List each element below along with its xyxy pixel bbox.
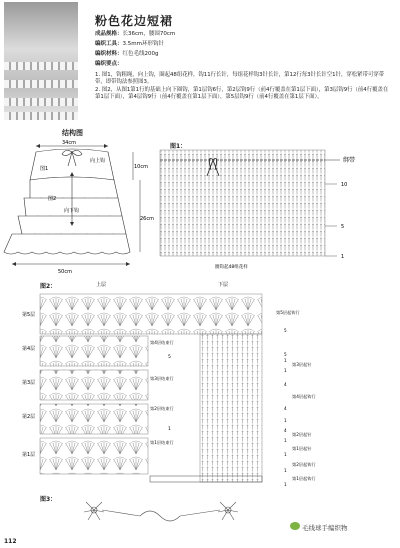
up-label: 向上钩 [90, 158, 106, 164]
right-label: 第2层起针 [292, 432, 312, 437]
tie-label: 绑带 [343, 157, 356, 164]
right-label: 1 [284, 452, 287, 457]
row-label: 10 [341, 182, 348, 188]
right-label: 1 [284, 468, 287, 473]
right-label: 1 [284, 482, 287, 487]
height1-label: 10cm [134, 164, 148, 170]
skirt-photo [4, 2, 78, 120]
end-note: 第1层结束行 [150, 440, 174, 445]
structure-diagram [0, 136, 160, 278]
lower-label: 下层 [218, 282, 229, 288]
fig2-title: 图2： [40, 283, 57, 290]
end-note: 第2层结束行 [150, 406, 174, 411]
row-label: 5 [341, 224, 345, 230]
instructions [95, 72, 391, 101]
fig1-caption: 圈钩起48组花样 [215, 265, 248, 270]
layer-label: 第4层 [22, 346, 36, 352]
step-1: 1. 图1，钩粗绳，向上钩，圈起48组花样，钩11行长针，每组花样钩3针长针，第12行每3针长针空1针，穿松紧带可穿带带，即带钩法参照图3。 [95, 72, 385, 86]
right-label: 第1层起钩行 [292, 476, 316, 481]
hem-label: 50cm [58, 269, 72, 275]
ruffle-stripe [4, 62, 78, 70]
right-label: 5 [284, 352, 287, 357]
fig3-title: 图3： [40, 496, 57, 503]
structure-title: 结构图 [62, 129, 83, 137]
waist-label: 34cm [62, 140, 76, 146]
fig1-title: 图1： [170, 143, 187, 150]
mid-label: 1 [168, 427, 171, 432]
right-label: 1 [284, 418, 287, 423]
right-label: 1 [284, 368, 287, 373]
fig2-chart [0, 280, 400, 490]
spec-line: 编织要点： [95, 61, 123, 67]
fig1-label: 图1 [40, 166, 49, 172]
right-label: 第2层起钩行 [292, 462, 316, 467]
right-label: 4 [284, 406, 287, 411]
step-2: 2. 图2，从图1第1行的基础上向下圈钩，第1层钩6行，第2层钩9行（前4行覆盖在第1层下面），第3层钩9行（前4行覆盖在第1层下面），第4层钩9行（前4行覆盖在第1层下面），第5层钩9行（前4行覆盖在第1层下面）。 [95, 86, 389, 100]
spec-line: 编织工具：3.5mm环形钩针 [95, 41, 164, 47]
layer-label: 第3层 [22, 380, 36, 386]
layer-label: 第5层 [22, 312, 36, 318]
layer-label: 第1层 [22, 452, 36, 458]
ruffle-stripe [4, 80, 78, 88]
spec-line: 编织材料：红色毛线200g [95, 51, 159, 57]
right-label: 第5层起钩行 [276, 310, 300, 315]
end-note: 第4层结束行 [150, 340, 174, 345]
right-label: 第3层起针 [292, 362, 312, 367]
fig3-tie-diagram [80, 496, 260, 536]
ruffle-stripe [4, 112, 78, 120]
right-label: 第1层起针 [292, 446, 312, 451]
right-label: 第4层起钩行 [292, 394, 316, 399]
fig2-label: 图2 [48, 196, 57, 202]
layer-label: 第2层 [22, 414, 36, 420]
spec-line: 成品规格：长36cm，腰围70cm [95, 31, 176, 37]
mid-label: 5 [168, 355, 171, 360]
right-label: 5 [284, 328, 287, 333]
row-label: 1 [341, 254, 345, 260]
brand-watermark: 毛线球手编织物 [302, 524, 348, 532]
end-note: 第3层结束行 [150, 376, 174, 381]
right-label: 4 [284, 428, 287, 433]
right-label: 4 [284, 382, 287, 387]
wechat-icon [290, 522, 300, 530]
down-label: 向下钩 [64, 208, 80, 214]
right-label: 1 [284, 438, 287, 443]
fig1-chart [155, 146, 395, 276]
ruffle-stripe [4, 98, 78, 106]
page-number: 112 [4, 538, 17, 545]
upper-label: 上层 [96, 282, 107, 288]
page-title: 粉色花边短裙 [95, 14, 174, 28]
right-label: 1 [284, 358, 287, 363]
height2-label: 26cm [140, 216, 154, 222]
